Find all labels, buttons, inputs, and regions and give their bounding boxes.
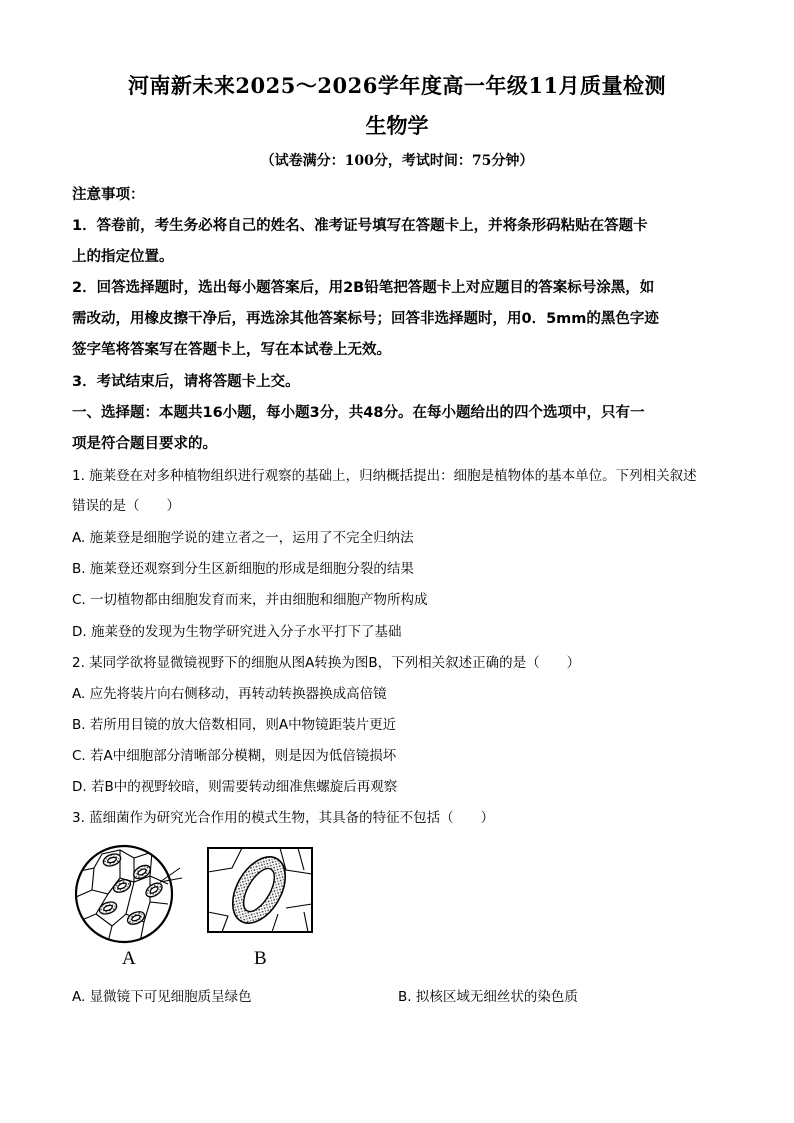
- question-1-option-d: D. 施莱登的发现为生物学研究进入分子水平打下了基础: [72, 624, 402, 640]
- figure-label-a: A: [122, 948, 136, 969]
- question-1-option-b: B. 施莱登还观察到分生区新细胞的形成是细胞分裂的结果: [72, 561, 414, 577]
- question-3-stem: 3. 蓝细菌作为研究光合作用的模式生物，其具备的特征不包括（ ）: [72, 810, 495, 826]
- exam-info: （试卷满分：100分，考试时间：75分钟）: [260, 153, 534, 169]
- question-2-stem: 2. 某同学欲将显微镜视野下的细胞从图A转换为图B，下列相关叙述正确的是（ ）: [72, 655, 581, 671]
- note-1-line-1: 1．答卷前，考生务必将自己的姓名、准考证号填写在答题卡上，并将条形码粘贴在答题卡: [72, 218, 648, 234]
- note-2-line-1: 2．回答选择题时，选出每小题答案后，用2B铅笔把答题卡上对应题目的答案标号涂黑，如: [72, 280, 655, 296]
- question-2-option-b: B. 若所用目镜的放大倍数相同，则A中物镜距装片更近: [72, 717, 397, 733]
- note-3: 3．考试结束后，请将答题卡上交。: [72, 374, 300, 390]
- view-a-drawing: [76, 846, 182, 942]
- notes-heading: 注意事项：: [72, 187, 145, 203]
- section-1-heading-line-1: 一、选择题：本题共16小题，每小题3分，共48分。在每小题给出的四个选项中，只有一: [72, 405, 645, 421]
- note-2-line-2: 需改动，用橡皮擦干净后，再选涂其他答案标号；回答非选择题时，用0．5mm的黑色字迹: [72, 311, 659, 327]
- subject-title: 生物学: [365, 113, 429, 138]
- note-1-line-2: 上的指定位置。: [72, 249, 174, 265]
- view-b-drawing: [208, 848, 312, 932]
- question-2-option-c: C. 若A中细胞部分清晰部分模糊，则是因为低倍镜损坏: [72, 748, 397, 764]
- note-2-line-3: 签字笔将答案写在答题卡上，写在本试卷上无效。: [72, 342, 391, 358]
- microscope-figure-drawing: [72, 842, 322, 952]
- question-1-option-a: A. 施莱登是细胞学说的建立者之一，运用了不完全归纳法: [72, 530, 414, 546]
- question-3-option-a: A. 显微镜下可见细胞质呈绿色: [72, 989, 252, 1005]
- figure-label-b: B: [254, 948, 267, 969]
- question-1-stem-line-2: 错误的是（ ）: [72, 498, 180, 514]
- question-2-option-d: D. 若B中的视野较暗，则需要转动细准焦螺旋后再观察: [72, 779, 398, 795]
- question-1-stem-line-1: 1. 施莱登在对多种植物组织进行观察的基础上，归纳概括提出：细胞是植物体的基本单位。下列相关叙述: [72, 468, 697, 484]
- question-3-option-b: B. 拟核区域无细丝状的染色质: [398, 989, 578, 1005]
- section-1-heading-line-2: 项是符合题目要求的。: [72, 436, 217, 452]
- exam-title: 河南新未来2025～2026学年度高一年级11月质量检测: [127, 73, 667, 98]
- question-1-option-c: C. 一切植物都由细胞发育而来，并由细胞和细胞产物所构成: [72, 592, 428, 608]
- microscope-figure: [72, 842, 322, 972]
- question-2-option-a: A. 应先将装片向右侧移动，再转动转换器换成高倍镜: [72, 686, 387, 702]
